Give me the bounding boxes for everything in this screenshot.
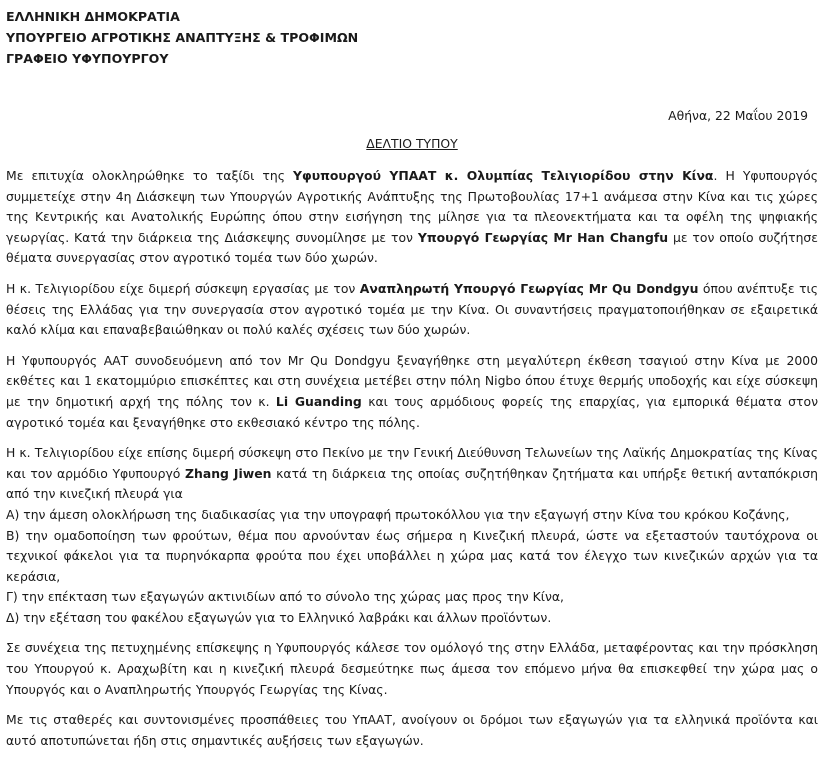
- paragraph-1: [6, 166, 818, 269]
- list-item-b: Β) την ομαδοποίηση των φρούτων, θέμα που αρνούνταν έως σήμερα η Κινεζική πλευρά, ώστε να εξεταστούν ταυτόχρονα οι τεχνικοί φάκελοι για τα πυρηνόκαρπα φρούτα που έχει υποβάλλει η χώρα μας κατά τον έλεγχο των κινεζικών αρχών για τα κεράσια,: [6, 527, 818, 584]
- p4-bold-1: Zhang Jiwen: [185, 465, 272, 481]
- document-title: ΔΕΛΤΙΟ ΤΥΠΟΥ: [366, 136, 458, 151]
- list-item-d: Δ) την εξέταση του φακέλου εξαγωγών για το Ελληνικό λαβράκι και άλλων προϊόντων.: [6, 609, 552, 625]
- p1-bold-2: Υπουργό Γεωργίας Mr Han Changfu: [417, 229, 669, 245]
- header-republic: ΕΛΛΗΝΙΚΗ ΔΗΜΟΚΡΑΤΙΑ: [6, 9, 180, 24]
- p4-text-2: κατά τη διάρκεια της οποίας συζητήθηκαν ζητήματα και υπήρξε θετική ανταπόκριση από την κινεζική πλευρά για: [6, 465, 818, 502]
- p1-text-3: με τον οποίο συζήτησε θέματα συνεργασίας στον αγροτικό τομέα των δύο χωρών.: [6, 229, 818, 266]
- header-office: ΓΡΑΦΕΙΟ ΥΦΥΠΟΥΡΓΟΥ: [6, 51, 169, 66]
- paragraph-2: [6, 279, 818, 341]
- header-ministry: ΥΠΟΥΡΓΕΙΟ ΑΓΡΟΤΙΚΗΣ ΑΝΑΠΤΥΞΗΣ & ΤΡΟΦΙΜΩΝ: [6, 30, 359, 45]
- p1-bold-1: Υφυπουργού ΥΠΑΑΤ κ. Ολυμπίας Τελιγιορίδου στην Κίνα: [293, 168, 714, 183]
- p3-text-2: και τους αρμόδιους φορείς της επαρχίας, για εμπορικά θέματα στον αγροτικό τομέα και ξεναγήθηκε στο εκθεσιακό κέντρο της πόλης.: [6, 393, 818, 430]
- list-item-a: Α) την άμεση ολοκλήρωση της διαδικασίας για την υπογραφή πρωτοκόλλου για την εξαγωγή στην Κίνα του κρόκου Κοζάνης,: [6, 506, 790, 522]
- p2-text-2: όπου ανέπτυξε τις θέσεις της Ελλάδας για την συνεργασία στον αγροτικό τομέα με την Κίνα. Οι συναντήσεις πραγματοποιήθηκαν σε εξαιρετικά καλό κλίμα και επαναβεβαιώθηκαν οι πολύ καλές σχέσεις των δύο χωρών.: [6, 280, 818, 338]
- p3-bold-1: Li Guanding: [275, 393, 362, 409]
- paragraph-4: [6, 443, 818, 505]
- paragraph-5: Σε συνέχεια της πετυχημένης επίσκεψης η Υφυπουργός κάλεσε τον ομόλογό της στην Ελλάδα, μεταφέροντας και την πρόσκληση του Υπουργού κ. Αραχωβίτη και η κινεζική πλευρά δεσμεύτηκε πως άμεσα τον επόμενο μήνα θα επισκεφθεί την χώρα μας ο Υπουργός και ο Αναπληρωτής Υπουργός Γεωργίας της Κίνας.: [6, 640, 818, 697]
- letterhead: [6, 6, 818, 69]
- p1-text-1: Με επιτυχία ολοκληρώθηκε το ταξίδι της: [6, 168, 294, 183]
- paragraph-3: [6, 351, 818, 433]
- p2-text-1: Η κ. Τελιγιορίδου είχε διμερή σύσκεψη εργασίας με τον: [6, 280, 360, 296]
- paragraph-6: Με τις σταθερές και συντονισμένες προσπάθειες του ΥπΑΑΤ, ανοίγουν οι δρόμοι των εξαγωγών για τα ελληνικά προϊόντα και αυτό αποτυπώνεται ήδη στις σημαντικές αυξήσεις των εξαγωγών.: [6, 712, 818, 748]
- p3-text-1: Η Υφυπουργός ΑΑΤ συνοδευόμενη από τον Mr Qu Dondgyu ξεναγήθηκε στη μεγαλύτερη έκθεση τσαγιού στην Κίνα με 2000 εκθέτες και 1 εκατομμύριο επισκέπτες και στη συνέχεια μετέβει στην πόλη Nigbo όπου έτυχε θερμής υποδοχής και είχε σύσκεψη με την δημοτική αρχή της πόλης τον κ.: [6, 352, 818, 409]
- document-date: Αθήνα, 22 Μαΐου 2019: [668, 108, 808, 123]
- p4-text-1: Η κ. Τελιγιορίδου είχε επίσης διμερή σύσκεψη στο Πεκίνο με την Γενική Διεύθυνση Τελωνείων της Λαϊκής Δημοκρατίας της Κίνας και τον αρμόδιο Υφυπουργό: [6, 445, 818, 481]
- list-item-c: Γ) την επέκταση των εξαγωγών ακτινιδίων από το σύνολο της χώρας μας προς την Κίνα,: [6, 589, 564, 605]
- p1-text-2: . Η Υφυπουργός συμμετείχε στην 4η Διάσκεψη των Υπουργών Αγροτικής Ανάπτυξης της Πρωτοβουλίας 17+1 ανάμεσα στην Κίνα και τις χώρες της Κεντρικής και Ανατολικής Ευρώπης όπου στην εισήγηση της μίλησε για τα πλεονεκτήματα και τα οφέλη της ψηφιακής γεωργίας. Κατά την διάρκεια της Διάσκεψης συνομίλησε με τον: [6, 168, 818, 245]
- p2-bold-1: Αναπληρωτή Υπουργό Γεωργίας Mr Qu Dondgyu: [359, 280, 699, 296]
